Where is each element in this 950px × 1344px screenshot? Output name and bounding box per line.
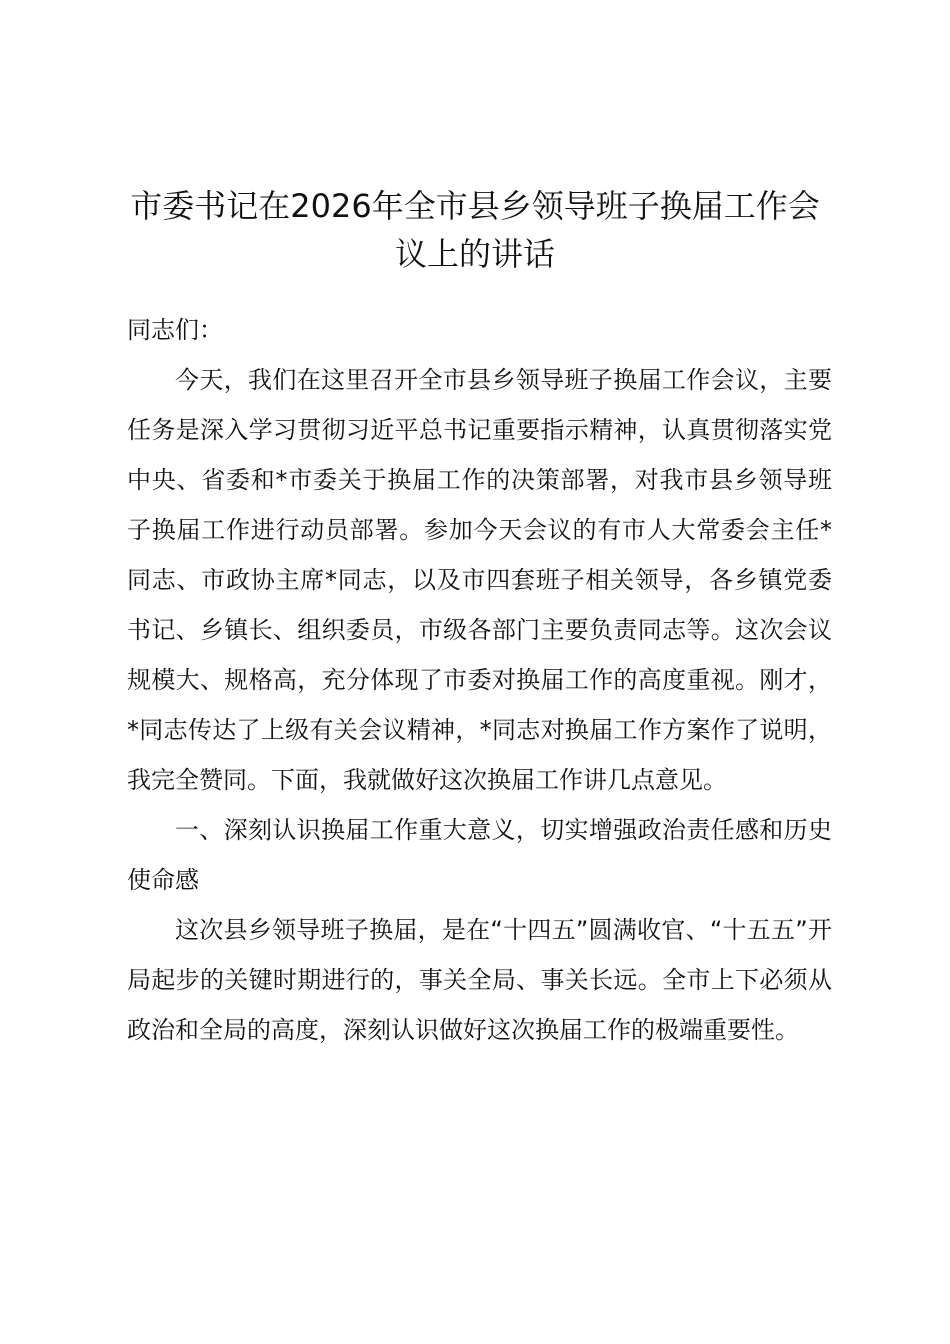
document-title: 市委书记在2026年全市县乡领导班子换届工作会议上的讲话 [130,187,820,273]
section-heading: 一、深刻认识换届工作重大意义，切实增强政治责任感和历史使命感 [127,816,832,894]
section-paragraph: 这次县乡领导班子换届，是在“十四五”圆满收官、“十五五”开局起步的关键时期进行的，事关全局、事关长远。全市上下必须从政治和全局的高度，深刻认识做好这次换届工作的极端重要性。 [127,916,832,1044]
opening-paragraph: 今天，我们在这里召开全市县乡领导班子换届工作会议，主要任务是深入学习贯彻习近平总书记重要指示精神，认真贯彻落实党中央、省委和*市委关于换届工作的决策部署，对我市县乡领导班子换届工作进行动员部署。参加今天会议的有市人大常委会主任*同志、市政协主席*同志，以及市四套班子相关领导，各乡镇党委书记、乡镇长、组织委员，市级各部门主要负责同志等。这次会议规模大、规格高，充分体现了市委对换届工作的高度重视。刚才，*同志传达了上级有关会议精神，*同志对换届工作方案作了说明，我完全赞同。下面，我就做好这次换届工作讲几点意见。 [127,366,832,794]
document-body [127,305,832,1055]
salutation: 同志们： [127,316,223,344]
